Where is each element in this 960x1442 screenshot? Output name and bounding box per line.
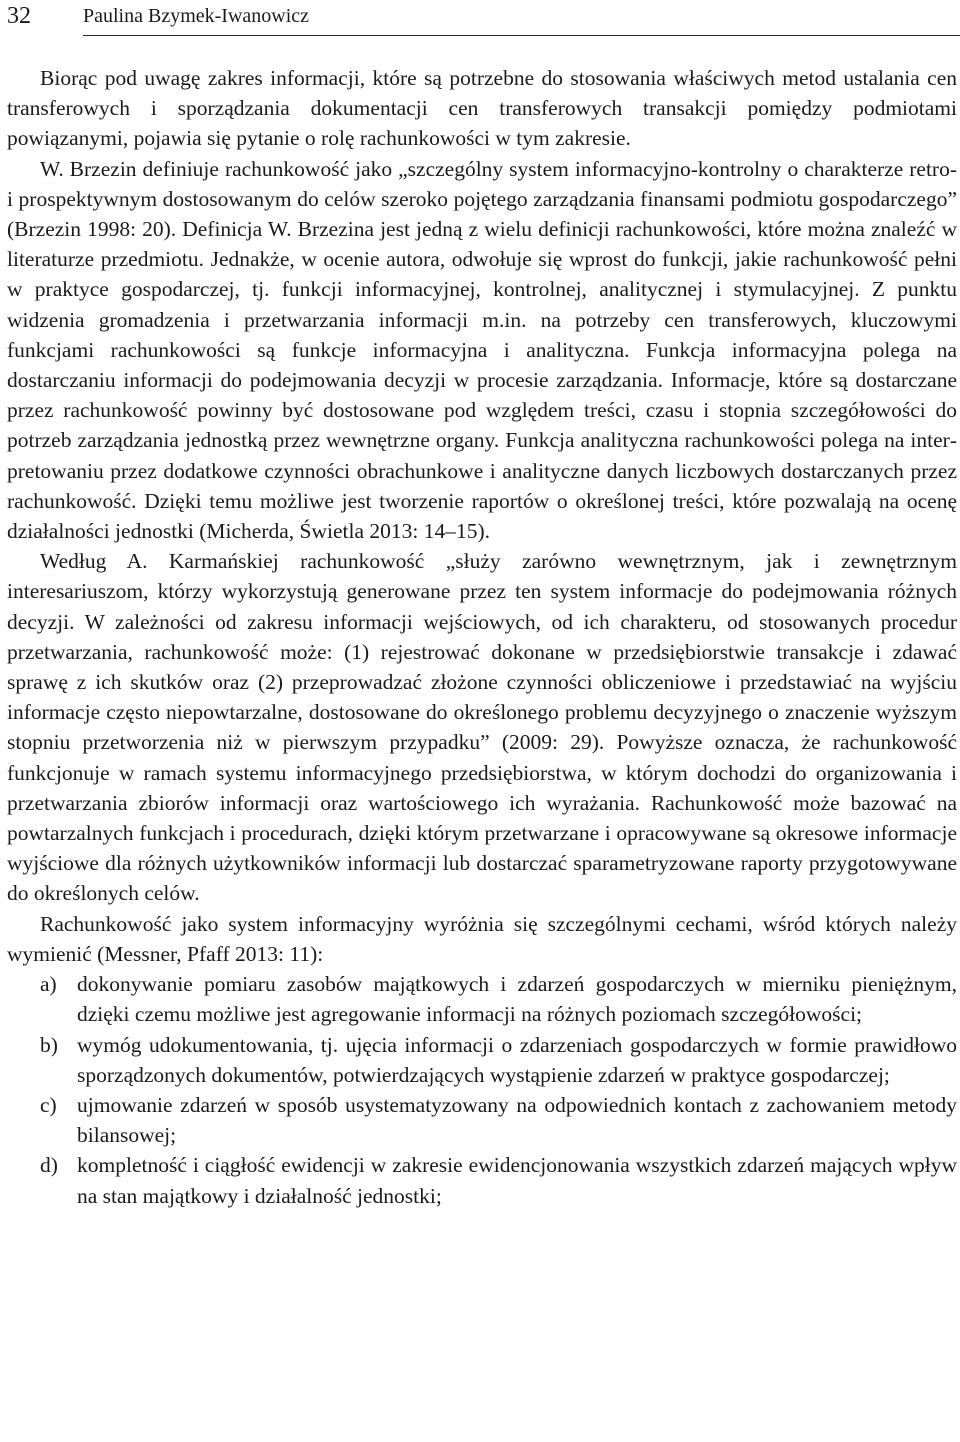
feature-list (7, 969, 957, 1211)
list-item (7, 1030, 957, 1090)
list-item-text: ujmowanie zdarzeń w sposób usystematyzowany na odpowiednich kontach z zachowaniem metody bilansowej; (77, 1092, 957, 1148)
paragraph-3: Według A. Karmańskiej rachunkowość „służy zarówno wewnętrznym, jak i zewnętrznym interesariuszom, którzy wykorzystują generowane przez ten system informacje do podejmowania różnych decyzji. W zależności od zakresu informacji wejściowych, od ich charakteru, od stosowanych procedur przetwarzania, rachunkowość może: (1) rejestrować dokonane w przedsiębiorstwie transakcje i zdawać sprawę z ich skutków oraz (2) przeprowadzać złożone czynności obliczeniowe i przedstawiać na wyjściu informacje często niepowtarzalne, dostosowane do określonego problemu decyzyjnego o znaczenie wyższym stopniu przetworzenia niż w pierwszym przypadku” (2009: 29). Powyższe oznacza, że rachunkowość funkcjonuje w ramach systemu informacyjnego przedsiębiorstwa, w którym dochodzi do organizowania i przetwarzania zbiorów informacji oraz wartościowego ich wyrażania. Rachunkowość może bazować na powtarzalnych funkcjach i procedurach, dzięki którym przetwarzane i opracowywane są okresowe informacje wyjściowe dla różnych użytkowników informacji lub dostarczać sparametryzowane raporty przygotowywane do określonych celów. (7, 549, 957, 906)
header-rule (83, 35, 960, 36)
list-item-text: dokonywanie pomiaru zasobów majątkowych i zdarzeń gospodarczych w mierniku pieniężnym, dzięki czemu możliwe jest agregowanie informacji na różnych poziomach szczegółowości; (77, 972, 957, 1027)
list-item (7, 1150, 957, 1210)
paragraph-1: Biorąc pod uwagę zakres informacji, które są potrzebne do stosowania właściwych metod ustalania cen transferowych i sporządzania dokumentacji cen transferowych transakcji pomiędzy podmiotami powiązanymi, pojawia się pytanie o rolę rachunkowości w tym zakresie. (7, 66, 957, 151)
list-marker: a) (40, 972, 57, 997)
running-header (0, 0, 960, 40)
list-item-text: kompletność i ciągłość ewidencji w zakresie ewidencjonowania wszystkich zdarzeń mających wpływ na stan majątkowy i działalność jednostki; (77, 1153, 957, 1208)
list-item (7, 1090, 957, 1150)
list-marker: b) (40, 1032, 58, 1057)
paragraph-4: Rachunkowość jako system informacyjny wyróżnia się szczególnymi cechami, wśród których należy wymienić (Messner, Pfaff 2013: 11): (7, 911, 957, 966)
body-text (7, 63, 957, 1211)
page-number: 32 (7, 3, 31, 29)
list-marker: c) (40, 1092, 57, 1117)
list-marker: d) (40, 1153, 58, 1178)
paragraph-2: W. Brzezin definiuje rachunkowość jako „szczególny system informacyjno-kontrolny o charakterze retro- i prospektywnym dostosowanym do celów szeroko pojętego zarządzania finansami podmiotu gospodarczego” (Brzezin 1998: 20). Definicja W. Brzezina jest jedną z wielu definicji rachunkowości, które można znaleźć w literaturze przedmiotu. Jednakże, w ocenie autora, odwołuje się wprost do funkcji, jakie rachunkowość pełni w praktyce gospodarczej, tj. funkcji informacyjnej, kontrolnej, analitycznej i stymulacyjnej. Z punktu widzenia gromadzenia i przetwarzania informacji m.in. na potrzeby cen transferowych, kluczowymi funkcjami rachunkowości są funkcje informacyjna i analityczna. Funkcja informacyjna polega na dostarczaniu informacji do podejmowania decyzji w procesie zarządzania. Informacje, które są dostarczane przez rachunkowość powinny być dostosowane pod względem treści, czasu i stopnia szczegółowości do potrzeb zarządzania jednostką przez wewnętrzne organy. Funkcja analityczna rachunkowości polega na interpretowaniu przez dodatkowe czynności obrachunkowe i analityczne danych liczbowych dostarczanych przez rachunkowość. Dzięki temu możliwe jest tworzenie raportów o określonej treści, które pozwalają na ocenę działalności jednostki (Micherda, Świetla 2013: 14–15). (7, 156, 957, 544)
list-item (7, 969, 957, 1029)
running-header-author: Paulina Bzymek-Iwanowicz (83, 5, 310, 27)
list-item-text: wymóg udokumentowania, tj. ujęcia informacji o zdarzeniach gospodarczych w formie prawidłowo sporządzonych dokumentów, potwierdzających wystąpienie zdarzeń w praktyce gospodarczej; (77, 1032, 957, 1087)
